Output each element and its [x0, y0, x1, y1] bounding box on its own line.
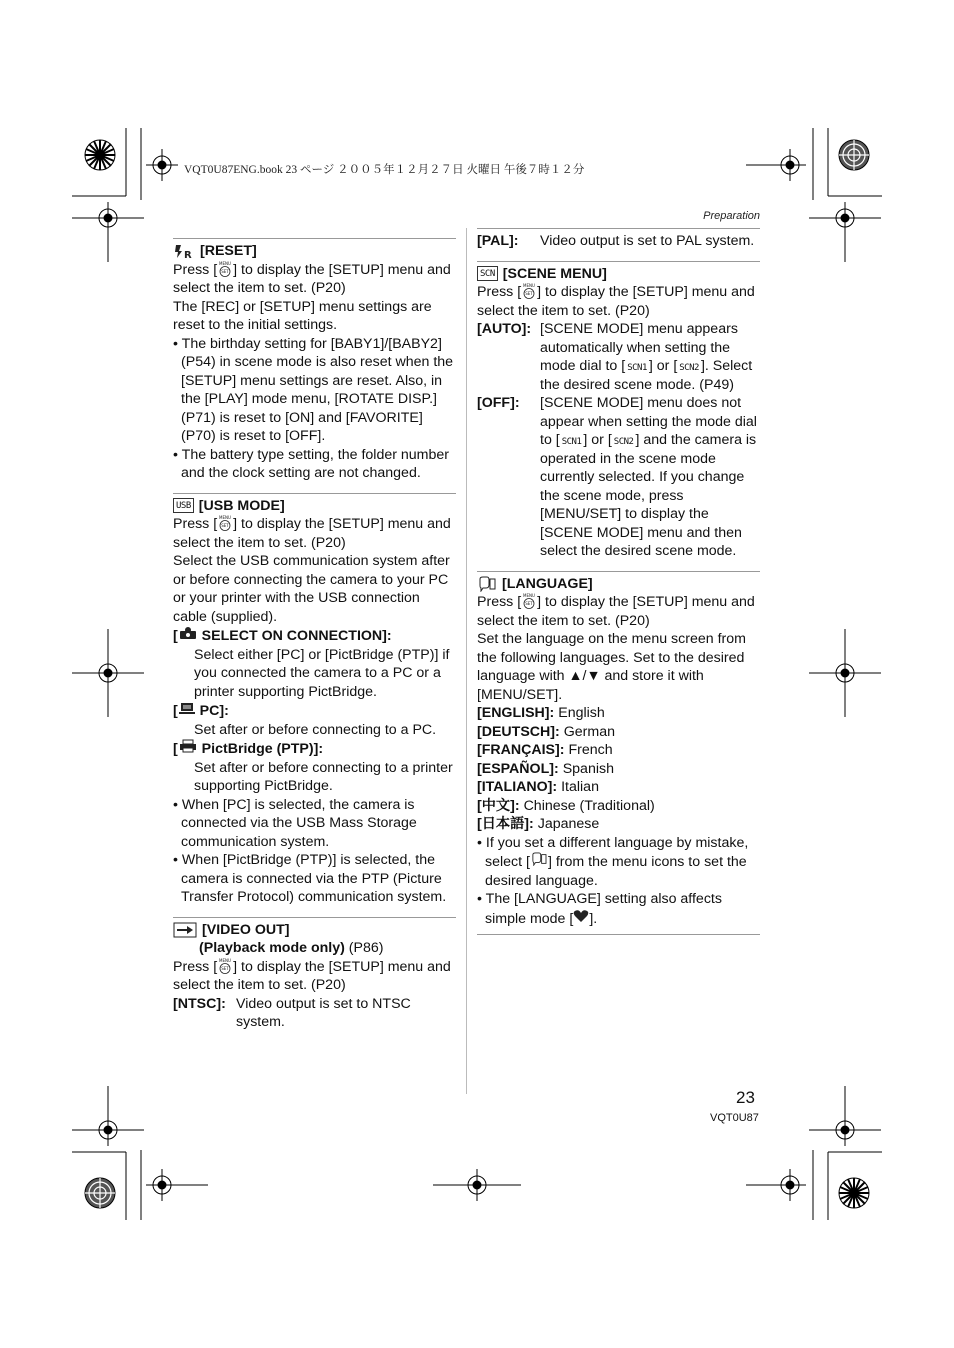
- scene-menu-title-text: [SCENE MENU]: [502, 265, 607, 282]
- usb-option-select-desc: Select either [PC] or [PictBridge (PTP)] if you connected the camera to a PC or a printer supporting PictBridge.: [194, 646, 450, 700]
- lang-french: [FRANÇAIS]: French: [477, 742, 613, 758]
- heart-icon: [573, 909, 589, 923]
- svg-text:MENU: MENU: [219, 260, 232, 266]
- menu-set-icon: [521, 283, 537, 299]
- usb-option-pictbridge: [ PictBridge (PTP)]:: [173, 741, 324, 757]
- usb-press: Press [ MENU SET ] to display the [SETUP] menu and select the item to set. (P20): [173, 515, 451, 551]
- pc-icon: [178, 701, 196, 715]
- auto-key: [AUTO]:: [477, 321, 532, 337]
- usb-option-select: [ SELECT ON CONNECTION]:: [173, 628, 392, 644]
- off-value: [SCENE MODE] menu does not appear when setting the mode dial to [ SCN1 ] or [ SCN2 ] and the camera is operated in the scene mode currently selected. If you change the scene mode, press [MENU/SET] to display the [SCENE MODE] menu and then select the desired scene mode.: [540, 395, 757, 559]
- usb-title-text: [USB MODE]: [198, 497, 285, 514]
- usb-option-pictbridge-desc: Set after or before connecting to a printer supporting PictBridge.: [194, 759, 453, 794]
- file-header: VQT0U87ENG.book 23 ページ ２００５年１２月２７日 火曜日 午後７時１２分: [184, 164, 585, 176]
- usb-icon: USB: [173, 498, 194, 513]
- svg-text:MENU: MENU: [219, 957, 232, 963]
- printer-icon: [178, 739, 198, 753]
- video-out-subtitle: (Playback mode only) (P86): [199, 940, 384, 956]
- page-number: 23: [736, 1088, 755, 1107]
- svg-text:MENU: MENU: [523, 593, 536, 598]
- reset-section: [173, 238, 456, 483]
- language-desc: Set the language on the menu screen from the following languages. Set to the desired language with ▲/▼ and store it with [MENU/SET].: [477, 631, 746, 703]
- language-press: Press [ MENU SET ] to display the [SETUP] menu and select the item to set. (P20): [477, 593, 755, 629]
- menu-set-icon: [217, 515, 233, 531]
- ntsc-key: [NTSC]:: [173, 995, 226, 1012]
- ntsc-value: Video output is set to NTSC system.: [236, 995, 411, 1030]
- svg-text:SET: SET: [525, 601, 533, 606]
- language-title-text: [LANGUAGE]: [502, 575, 593, 592]
- svg-text:SET: SET: [221, 268, 229, 274]
- scn1-icon: SCN1: [627, 363, 647, 373]
- menu-set-icon: [217, 958, 233, 974]
- scn2-icon: SCN2: [613, 437, 634, 447]
- svg-text:SET: SET: [221, 965, 229, 971]
- scn-icon: SCN: [477, 266, 498, 281]
- menu-set-icon: [521, 593, 537, 609]
- usb-bullet-2: • When [PictBridge (PTP)] is selected, the camera is connected via the PTP (Picture Transfer Protocol) communication system.: [173, 852, 447, 905]
- auto-row: [477, 320, 760, 394]
- reset-icon: [173, 243, 195, 259]
- auto-value: [SCENE MODE] menu appears automatically when setting the mode dial to [ SCN1 ] or [ SCN2 ]. Select the desired scene mode. (P49): [540, 321, 753, 393]
- menu-set-icon: [217, 261, 233, 277]
- language-bullet-2: • The [LANGUAGE] setting also affects simple mode [ ].: [477, 891, 722, 927]
- language-section: [477, 571, 760, 936]
- video-out-press: Press [ MENU SET ] to display the [SETUP] menu and select the item to set. (P20): [173, 957, 451, 993]
- document-code: VQT0U87: [710, 1112, 759, 1124]
- pal-value: Video output is set to PAL system.: [540, 233, 755, 249]
- usb-option-pc: [ PC]:: [173, 703, 229, 719]
- camera-connection-icon: [178, 626, 198, 640]
- reset-bullet-2: • The battery type setting, the folder number and the clock setting are not changed.: [173, 446, 449, 481]
- language-icon: [477, 576, 497, 592]
- ntsc-row: [173, 995, 456, 1032]
- reset-press: Press [ MENU SET ] to display the [SETUP] menu and select the item to set. (P20): [173, 260, 451, 296]
- column-divider: [466, 228, 467, 1094]
- reset-bullet-1: • The birthday setting for [BABY1]/[BABY2] (P54) in scene mode is also reset when the [SETUP] menu settings are reset. Also, in the [PLAY] mode menu, [ROTATE DISP.] (P71) is reset to [ON] and [FAVORITE] (P70) is reset to [OFF].: [173, 335, 454, 444]
- scene-press: Press [ MENU SET ] to display the [SETUP] menu and select the item to set. (P20): [477, 283, 755, 319]
- usb-title: [173, 497, 456, 516]
- svg-text:SET: SET: [525, 291, 533, 296]
- usb-bullet-1: • When [PC] is selected, the camera is connected via the USB Mass Storage communication system.: [173, 796, 417, 850]
- lang-chinese: [中文]: Chinese (Traditional): [477, 797, 655, 814]
- scene-menu-section: [477, 261, 760, 561]
- pal-section: [477, 228, 760, 251]
- lang-english: [ENGLISH]: English: [477, 705, 605, 721]
- video-out-section: [173, 917, 456, 1032]
- usb-section: [173, 493, 456, 907]
- pal-row: [477, 232, 760, 251]
- scn1-icon: SCN1: [561, 437, 582, 447]
- scene-menu-title: [477, 265, 760, 284]
- lang-italian: [ITALIANO]: Italian: [477, 779, 599, 795]
- reset-desc: The [REC] or [SETUP] menu settings are reset to the initial settings.: [173, 298, 432, 333]
- video-out-title: [173, 921, 456, 940]
- svg-text:R: R: [184, 250, 192, 260]
- lang-spanish: [ESPAÑOL]: Spanish: [477, 760, 614, 777]
- pal-key: [PAL]:: [477, 233, 519, 249]
- reset-title: [173, 242, 456, 261]
- reset-title-text: [RESET]: [200, 243, 257, 259]
- usb-option-pc-desc: Set after or before connecting to a PC.: [194, 721, 437, 738]
- off-row: [477, 394, 760, 561]
- svg-text:SET: SET: [221, 523, 229, 528]
- language-title: [477, 575, 760, 594]
- video-out-title-text: [VIDEO OUT]: [202, 921, 290, 938]
- video-out-icon: [173, 922, 197, 938]
- lang-german: [DEUTSCH]: German: [477, 723, 615, 740]
- right-column: [477, 228, 760, 945]
- usb-desc: Select the USB communication system after or before connecting the camera to your PC or your printer with the USB connection cable (supplied).: [173, 553, 450, 625]
- off-key: [OFF]:: [477, 395, 520, 411]
- scn2-icon: SCN2: [679, 363, 699, 373]
- svg-text:MENU: MENU: [523, 283, 536, 288]
- svg-text:MENU: MENU: [219, 515, 232, 520]
- lang-japanese: [日本語]: Japanese: [477, 816, 600, 832]
- language-bullet-1: • If you set a different language by mistake, select [ ] from the menu icons to set the desired language.: [477, 834, 749, 889]
- section-label: Preparation: [703, 210, 760, 222]
- left-column: [173, 238, 456, 1042]
- language-icon: [530, 852, 548, 866]
